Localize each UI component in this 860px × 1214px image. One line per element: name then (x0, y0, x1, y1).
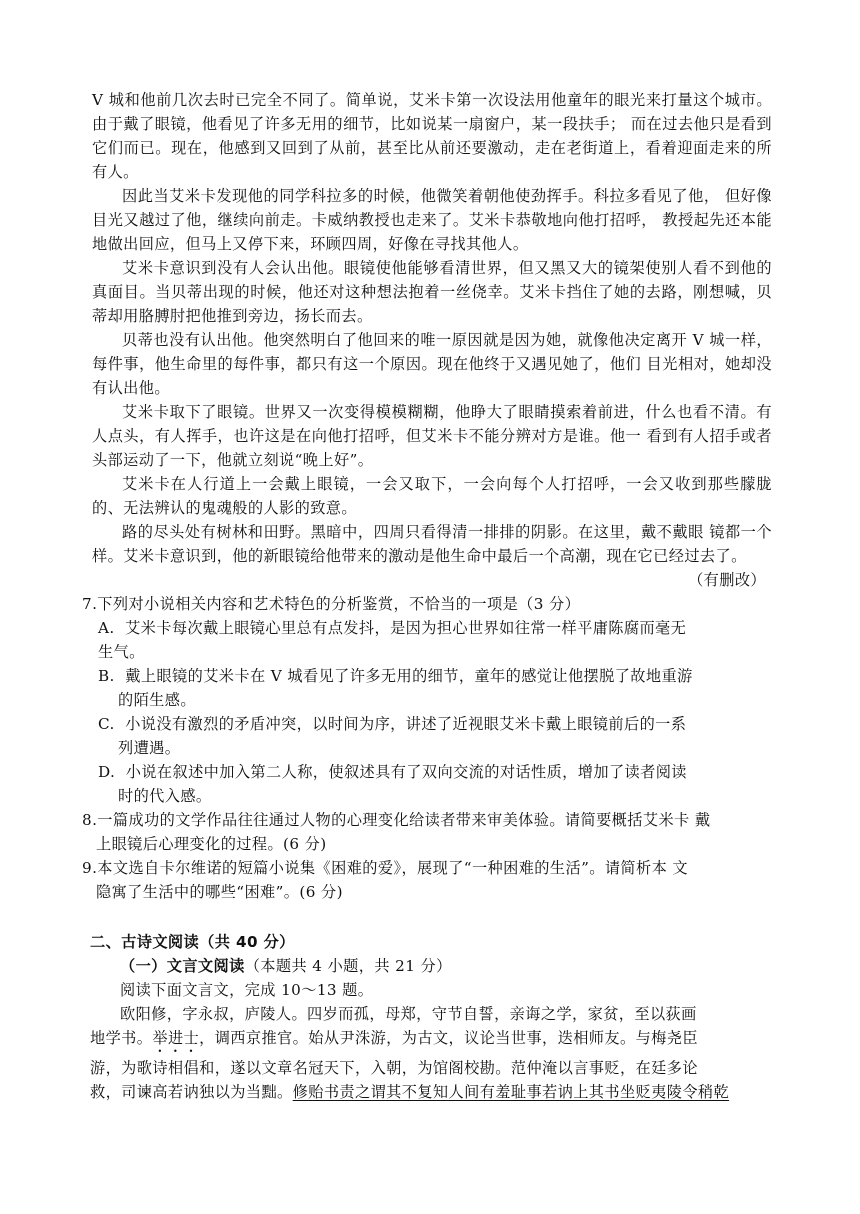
option-text: 艾米卡每次戴上眼镜心里总有点发抖，是因为担心世界如往常一样平庸陈腐而毫无 (125, 619, 687, 637)
classical-text: 地学书。 (90, 1029, 153, 1047)
subsection-title-note: （本题共 4 小题，共 21 分） (244, 957, 452, 975)
story-excerpt (92, 88, 772, 592)
subsection-title-bold: （一）文言文阅读 (120, 957, 245, 975)
classical-text: ，调西京推官。始从尹洙游，为古文，议论当世事，迭相师友。与梅尧臣 (199, 1029, 698, 1047)
option-c (98, 712, 772, 760)
option-text-continued: 生气。 (98, 643, 145, 661)
option-text-continued: 列遭遇。 (118, 739, 181, 757)
story-paragraph: 因此当艾米卡发现他的同学科拉多的时候，他微笑着朝他使劲挥手。科拉多看见了他， 但好像目光又越过了他，继续向前走。卡威纳教授也走来了。艾米卡恭敬地向他打招呼， 教授起先还本能地做出回应，但马上又停下来，环顾四周，好像在寻找其他人。 (92, 187, 772, 253)
subsection-title (120, 954, 772, 978)
emphasized-phrase: 举进士 (152, 1029, 200, 1047)
story-paragraph: 贝蒂也没有认出他。他突然明白了他回来的唯一原因就是因为她，就像他决定离开 V 城一样，每件事，他生命里的每件事，都只有这一个原因。现在他终于又遇见她了，他们 目光相对，她却没有认出他。 (92, 331, 772, 397)
option-label: A. (98, 619, 115, 637)
classical-line (90, 1080, 772, 1104)
section-ancient-texts (90, 930, 772, 1104)
story-paragraph: 艾米卡在人行道上一会戴上眼镜，一会又取下，一会向每个人打招呼，一会又收到那些朦胧的、无法辨认的鬼魂般的人影的致意。 (92, 475, 772, 517)
option-text-continued: 时的代入感。 (118, 787, 212, 805)
question-stem: 9.本文选自卡尔维诺的短篇小说集《困难的爱》，展现了“一种困难的生活”。请简析本 文 (82, 859, 688, 877)
question-stem-continued: 隐寓了生活中的哪些“困难”。(6 分) (96, 883, 343, 901)
reading-instruction: 阅读下面文言文，完成 10～13 题。 (120, 981, 374, 999)
source-note: （有删改） (688, 571, 766, 589)
classical-text: 救，司谏高若讷独以为当黜。 (90, 1083, 293, 1101)
option-text: 小说没有激烈的矛盾冲突，以时间为序，讲述了近视眼艾米卡戴上眼镜前后的一系 (125, 715, 687, 733)
question-7 (82, 592, 772, 808)
underlined-sentence: 修贻书责之谓其不复知人间有羞耻事若讷上其书坐贬夷陵令稍乾 (292, 1083, 730, 1101)
option-label: D. (98, 763, 116, 781)
story-paragraph: 艾米卡取下了眼镜。世界又一次变得模模糊糊，他睁大了眼睛摸索着前进，什么也看不清。有人点头，有人挥手，也许这是在向他打招呼，但艾米卡不能分辨对方是谁。他一 看到有人招手或者头部运动了一下，他就立刻说“晚上好”。 (92, 403, 772, 469)
classical-passage (90, 1002, 772, 1104)
question-stem: 7.下列对小说相关内容和艺术特色的分析鉴赏，不恰当的一项是（3 分） (82, 595, 581, 613)
story-paragraph: 艾米卡意识到没有人会认出他。眼镜使他能够看清世界，但又黑又大的镜架使别人看不到他的真面目。当贝蒂出现的时候，他还对这种想法抱着一丝侥幸。艾米卡挡住了她的去路，刚想喊，贝蒂却用胳膊肘把他推到旁边，扬长而去。 (92, 259, 772, 325)
question-stem: 8.一篇成功的文学作品往往通过人物的心理变化给读者带来审美体验。请简要概括艾米卡 戴 (82, 811, 711, 829)
classical-line: 欧阳修，字永叔，庐陵人。四岁而孤，母郑，守节自誓，亲诲之学，家贫，至以荻画 (120, 1005, 697, 1023)
option-label: B. (98, 667, 115, 685)
option-text-continued: 的陌生感。 (118, 691, 196, 709)
exam-content (82, 88, 772, 1104)
question-9 (82, 856, 772, 904)
story-paragraph: V 城和他前几次去时已完全不同了。简单说，艾米卡第一次设法用他童年的眼光来打量这个城市。由于戴了眼镜，他看见了许多无用的细节，比如说某一扇窗户，某一段扶手； 而在过去他只是看到它们而已。现在，他感到又回到了从前，甚至比从前还要激动，走在老街道上，看着迎面走来的所有人。 (92, 91, 772, 181)
option-label: C. (98, 715, 115, 733)
story-paragraph: 路的尽头处有树林和田野。黑暗中，四周只看得清一排排的阴影。在这里，戴不戴眼 镜都一个样。艾米卡意识到，他的新眼镜给他带来的激动是他生命中最后一个高潮，现在它已经过去了。 (92, 523, 772, 565)
option-text: 戴上眼镜的艾米卡在 V 城看见了许多无用的细节，童年的感觉让他摆脱了故地重游 (125, 667, 693, 685)
section-title: 二、古诗文阅读（共 40 分） (90, 933, 295, 951)
option-d (98, 760, 772, 808)
classical-line (90, 1026, 772, 1056)
question-stem-continued: 上眼镜后心理变化的过程。(6 分) (96, 835, 327, 853)
question-8 (82, 808, 772, 856)
option-a (98, 616, 772, 664)
classical-line: 游，为歌诗相倡和，遂以文章名冠天下，入朝，为馆阁校勘。范仲淹以言事贬，在廷多论 (90, 1059, 698, 1077)
option-b (98, 664, 772, 712)
option-text: 小说在叙述中加入第二人称，使叙述具有了双向交流的对话性质，增加了读者阅读 (125, 763, 687, 781)
